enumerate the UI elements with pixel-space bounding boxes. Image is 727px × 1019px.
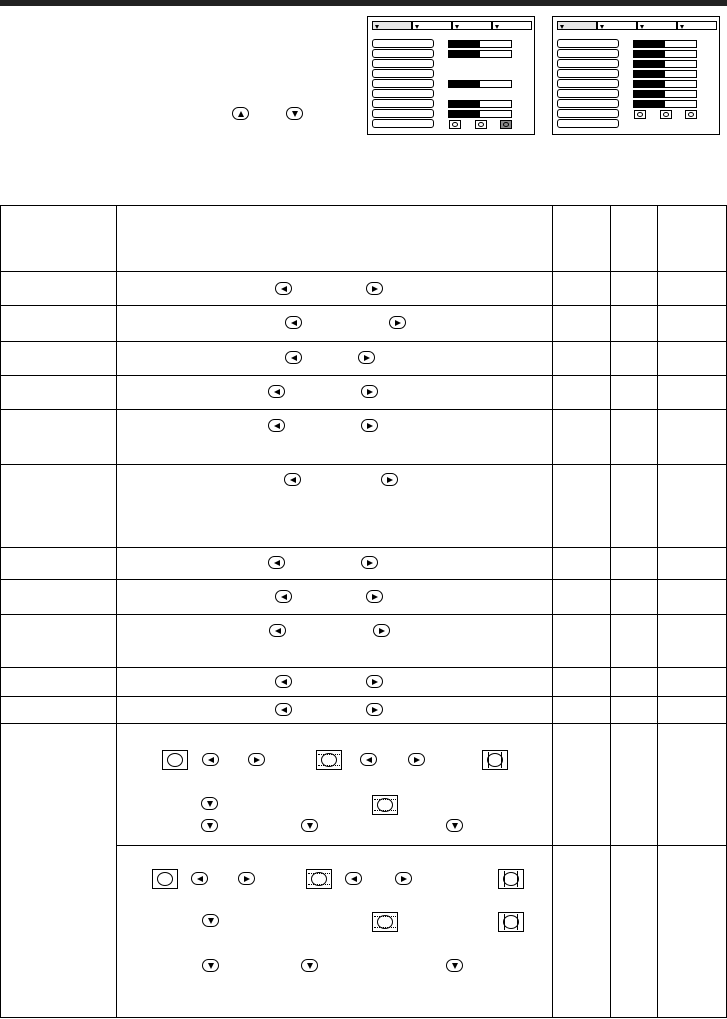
menu-item	[557, 99, 619, 108]
menu-item	[372, 59, 434, 68]
level-bar	[633, 60, 697, 68]
right-button-icon	[361, 419, 378, 432]
screen-narrow-icon	[498, 912, 524, 932]
left-button-icon	[275, 675, 292, 688]
left-button-icon	[269, 624, 286, 637]
right-button-icon	[395, 872, 412, 885]
menu-item	[372, 49, 434, 58]
level-bar	[633, 40, 697, 48]
left-button-icon	[268, 385, 285, 398]
aspect-normal-icon	[634, 110, 646, 119]
left-button-icon	[284, 473, 301, 486]
menu-tab-2	[597, 21, 637, 30]
menu-item	[372, 69, 434, 78]
level-bar	[448, 110, 512, 118]
menu-item	[372, 119, 434, 128]
left-button-icon	[285, 316, 302, 329]
left-button-icon	[275, 590, 292, 603]
aspect-zoom-icon	[500, 120, 512, 129]
level-bar	[633, 70, 697, 78]
screen-wide-icon	[316, 750, 342, 770]
aspect-wide-icon	[660, 110, 672, 119]
menu-tab-3	[452, 21, 492, 30]
menu-item	[557, 89, 619, 98]
screen-wide-icon	[306, 869, 332, 889]
menu-tab-3	[637, 21, 677, 30]
aspect-zoom-icon	[685, 110, 697, 119]
menu-tab-4	[492, 21, 532, 30]
right-button-icon	[373, 624, 390, 637]
menu-tab-2	[412, 21, 452, 30]
menu-item	[372, 109, 434, 118]
left-button-icon	[275, 282, 292, 295]
down-button-icon	[446, 819, 463, 832]
level-bar	[448, 50, 512, 58]
menu-item	[557, 109, 619, 118]
screen-narrow-icon	[482, 750, 508, 770]
down-button-icon	[286, 107, 303, 120]
level-bar	[448, 80, 512, 88]
screen-wide-icon	[372, 912, 398, 932]
level-bar	[633, 50, 697, 58]
screen-normal-icon	[162, 750, 188, 770]
aspect-wide-icon	[475, 120, 487, 129]
menu-item	[557, 49, 619, 58]
down-button-icon	[201, 819, 218, 832]
left-button-icon	[285, 351, 302, 364]
left-button-icon	[191, 872, 208, 885]
level-bar	[633, 100, 697, 108]
down-button-icon	[202, 914, 219, 927]
screen-wide-icon	[372, 795, 398, 815]
right-button-icon	[366, 675, 383, 688]
menu-item	[372, 89, 434, 98]
menu-item	[557, 119, 619, 128]
right-button-icon	[238, 872, 255, 885]
menu-screenshot-right	[552, 16, 720, 135]
menu-item	[557, 79, 619, 88]
down-button-icon	[202, 959, 219, 972]
menu-tab-1	[372, 21, 412, 30]
menu-screenshot-left	[367, 16, 535, 135]
left-button-icon	[275, 703, 292, 716]
level-bar	[448, 40, 512, 48]
left-button-icon	[268, 556, 285, 569]
right-button-icon	[361, 556, 378, 569]
left-button-icon	[360, 753, 377, 766]
menu-item	[372, 39, 434, 48]
down-button-icon	[201, 797, 218, 810]
menu-tab-4	[677, 21, 717, 30]
up-button-icon	[232, 107, 249, 120]
down-button-icon	[301, 819, 318, 832]
left-button-icon	[345, 872, 362, 885]
level-bar	[633, 90, 697, 98]
right-button-icon	[389, 316, 406, 329]
right-button-icon	[381, 473, 398, 486]
right-button-icon	[408, 753, 425, 766]
menu-tab-1	[557, 21, 597, 30]
menu-item	[372, 79, 434, 88]
right-button-icon	[358, 351, 375, 364]
right-button-icon	[366, 282, 383, 295]
down-button-icon	[301, 959, 318, 972]
left-button-icon	[268, 419, 285, 432]
left-button-icon	[202, 753, 219, 766]
screen-normal-icon	[152, 869, 178, 889]
right-button-icon	[248, 753, 265, 766]
menu-item	[557, 69, 619, 78]
right-button-icon	[366, 590, 383, 603]
menu-item	[557, 59, 619, 68]
screen-narrow-icon	[498, 869, 524, 889]
right-button-icon	[366, 703, 383, 716]
menu-item	[372, 99, 434, 108]
level-bar	[633, 80, 697, 88]
level-bar	[448, 100, 512, 108]
top-rule	[0, 0, 727, 6]
aspect-normal-icon	[449, 120, 461, 129]
right-button-icon	[361, 385, 378, 398]
down-button-icon	[446, 959, 463, 972]
menu-item	[557, 39, 619, 48]
